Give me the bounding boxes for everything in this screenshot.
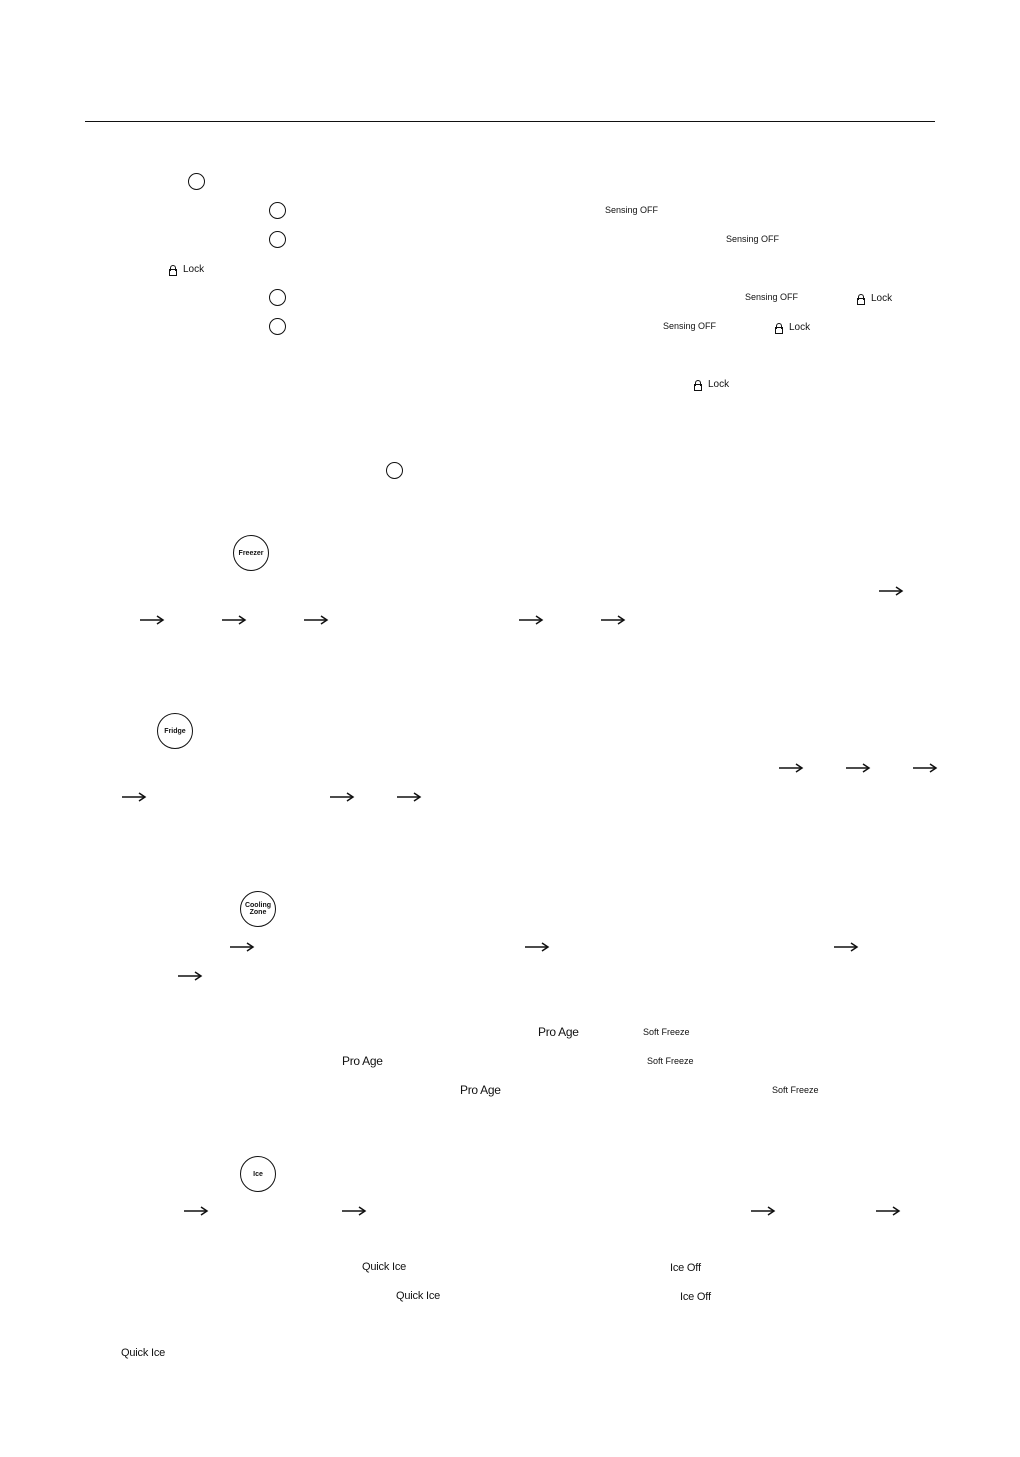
lock-text: Lock [708,379,730,390]
right-arrow-icon [833,941,859,953]
cooling-zone-button-label-1: Cooling [244,902,272,909]
cooling-zone-button-icon [240,891,276,927]
right-arrow-icon [518,614,544,626]
soft-freeze-label: Soft Freeze [643,1027,690,1037]
right-arrow-icon [177,970,203,982]
ice-button-label: Ice [253,1170,263,1178]
freezer-button-icon [233,535,269,571]
right-arrow-icon [396,791,422,803]
lock-icon [775,323,783,333]
freezer-button-label: Freezer [238,549,264,557]
right-arrow-icon [600,614,626,626]
sensing-off-label: Sensing OFF [605,205,659,215]
fridge-button-label: Fridge [164,727,186,735]
lock-label [775,322,810,333]
indicator-circle-icon [386,462,403,479]
soft-freeze-label: Soft Freeze [772,1085,819,1095]
sensing-off-label: Sensing OFF [663,321,717,331]
pro-age-label: Pro Age [342,1054,383,1068]
right-arrow-icon [229,941,255,953]
soft-freeze-label: Soft Freeze [647,1056,694,1066]
quick-ice-label: Quick Ice [121,1347,166,1359]
fridge-button-icon [157,713,193,749]
lock-label [169,264,204,275]
ice-off-label: Ice Off [670,1262,701,1274]
right-arrow-icon [121,791,147,803]
indicator-circle-icon [269,289,286,306]
cooling-zone-button-label-2: Zone [249,909,267,916]
indicator-circle-icon [188,173,205,190]
lock-icon [694,380,702,390]
quick-ice-label: Quick Ice [362,1261,407,1273]
sensing-off-label: Sensing OFF [726,234,780,244]
ice-button-icon [240,1156,276,1192]
sensing-off-label: Sensing OFF [745,292,799,302]
right-arrow-icon [183,1205,209,1217]
header-divider [85,121,935,122]
quick-ice-label: Quick Ice [396,1290,441,1302]
indicator-circle-icon [269,202,286,219]
indicator-circle-icon [269,231,286,248]
pro-age-label: Pro Age [460,1083,501,1097]
indicator-circle-icon [269,318,286,335]
right-arrow-icon [778,762,804,774]
right-arrow-icon [303,614,329,626]
lock-text: Lock [871,293,893,304]
right-arrow-icon [845,762,871,774]
lock-text: Lock [789,322,811,333]
right-arrow-icon [341,1205,367,1217]
pro-age-label: Pro Age [538,1025,579,1039]
right-arrow-icon [912,762,938,774]
lock-icon [169,265,177,275]
right-arrow-icon [139,614,165,626]
right-arrow-icon [221,614,247,626]
right-arrow-icon [750,1205,776,1217]
lock-text: Lock [183,264,205,275]
right-arrow-icon [524,941,550,953]
lock-label [694,379,729,390]
right-arrow-icon [329,791,355,803]
lock-label [857,293,892,304]
right-arrow-icon [878,585,904,597]
ice-off-label: Ice Off [680,1291,711,1303]
right-arrow-icon [875,1205,901,1217]
lock-icon [857,294,865,304]
